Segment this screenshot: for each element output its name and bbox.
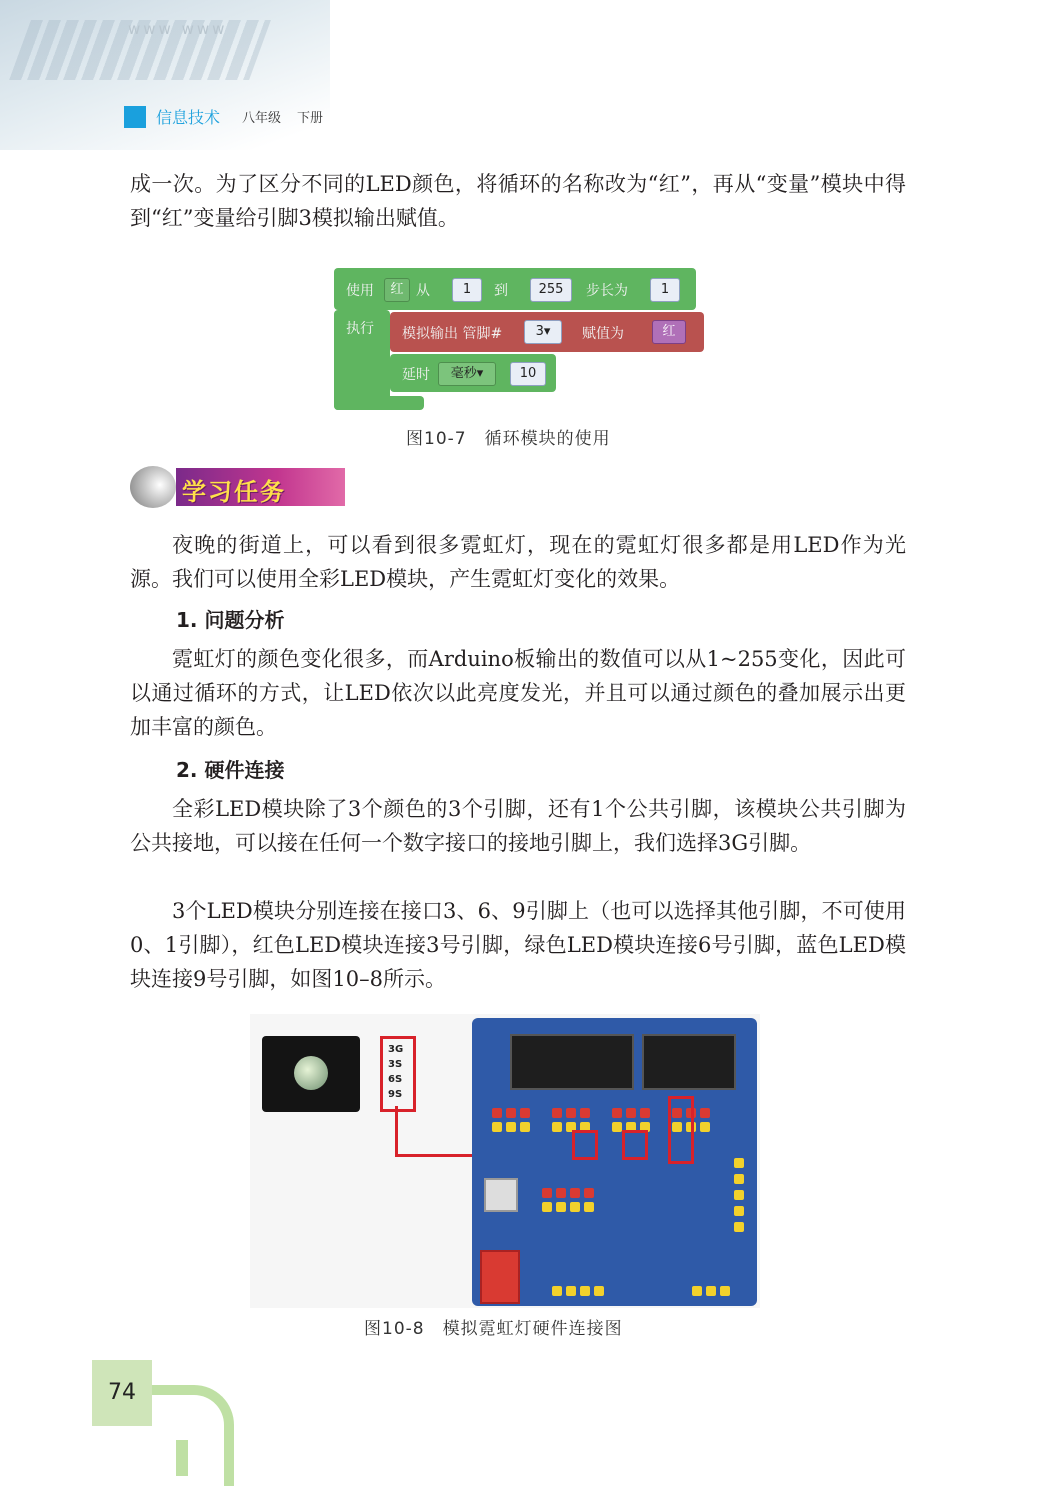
- pin-label-3g: 3G: [388, 1044, 404, 1055]
- reset-button: [484, 1178, 518, 1212]
- var-name-slot: 红: [384, 278, 410, 302]
- pin: [570, 1202, 580, 1212]
- pin-label-9s: 9S: [388, 1089, 403, 1100]
- loop-block-figure: [334, 268, 704, 413]
- page-number: 74: [92, 1360, 152, 1426]
- delay-unit-select: 毫秒▾: [438, 362, 496, 386]
- heading-analysis: 1. 问题分析: [176, 608, 285, 632]
- pin-label-3s: 3S: [388, 1059, 403, 1070]
- pin: [552, 1108, 562, 1118]
- connector-header-left: [510, 1034, 634, 1090]
- assign-var-slot: 红: [652, 320, 686, 344]
- pin: [734, 1222, 744, 1232]
- do-label: 执行: [346, 321, 374, 337]
- rgb-led: [294, 1056, 328, 1090]
- to-value-slot: 255: [530, 278, 572, 302]
- pin: [580, 1286, 590, 1296]
- pin: [720, 1286, 730, 1296]
- hardware-paragraph-1: 全彩LED模块除了3个颜色的3个引脚，还有1个公共引脚，该模块公共引脚为公共接地，可以接在任何一个数字接口的接地引脚上，我们选择3G引脚。: [130, 797, 906, 855]
- delay-value-slot: 10: [510, 362, 546, 386]
- pin: [700, 1108, 710, 1118]
- pin3-highlight: [668, 1096, 694, 1164]
- pin: [566, 1108, 576, 1118]
- pin: [520, 1108, 530, 1118]
- pin: [584, 1188, 594, 1198]
- heading-hardware: 2. 硬件连接: [176, 758, 285, 782]
- running-header: [124, 105, 323, 128]
- header-square-icon: [124, 106, 146, 128]
- pin: [506, 1108, 516, 1118]
- pin: [734, 1190, 744, 1200]
- wire-vertical: [395, 1106, 398, 1156]
- pin: [612, 1108, 622, 1118]
- delay-label: 延时: [402, 367, 430, 383]
- step-label: 步长为: [586, 283, 628, 299]
- page-corner-curve: [150, 1385, 234, 1486]
- task-paragraph: 夜晚的街道上，可以看到很多霓虹灯，现在的霓虹灯很多都是用LED作为光源。我们可以使用全彩LED模块，产生霓虹灯变化的效果。: [130, 533, 906, 591]
- pin: [584, 1202, 594, 1212]
- intro-paragraph: 成一次。为了区分不同的LED颜色，将循环的名称改为“红”，再从“变量”模块中得到“红”变量给引脚3模拟输出赋值。: [130, 172, 906, 230]
- pin-label-6s: 6S: [388, 1074, 403, 1085]
- page-corner-stem: [176, 1440, 188, 1476]
- volume-label: 下册: [297, 111, 324, 126]
- pin: [492, 1122, 502, 1132]
- hardware-photo: [250, 1014, 760, 1308]
- from-value-slot: 1: [452, 278, 482, 302]
- book-title: 信息技术: [156, 108, 221, 127]
- pin: [556, 1202, 566, 1212]
- pin: [626, 1108, 636, 1118]
- rgb-led-module: [262, 1036, 360, 1112]
- pin: [566, 1286, 576, 1296]
- pin: [542, 1188, 552, 1198]
- power-terminal: [480, 1250, 520, 1304]
- grade-label: 八年级: [242, 111, 282, 126]
- header-watermark: www www: [128, 20, 228, 38]
- pin: [706, 1286, 716, 1296]
- pin: [594, 1286, 604, 1296]
- pin: [612, 1122, 622, 1132]
- pin: [580, 1108, 590, 1118]
- analysis-paragraph: 霓虹灯的颜色变化很多，而Arduino板输出的数值可以从1~255变化，因此可以通过循环的方式，让LED依次以此亮度发光，并且可以通过颜色的叠加展示出更加丰富的颜色。: [130, 647, 906, 739]
- figure2-caption: 图10-8 模拟霓虹灯硬件连接图: [364, 1319, 623, 1339]
- step-value-slot: 1: [650, 278, 680, 302]
- hardware-paragraph-2: 3个LED模块分别连接在接口3、6、9引脚上（也可以选择其他引脚，不可使用0、1引脚），红色LED模块连接3号引脚，绿色LED模块连接6号引脚，蓝色LED模块连接9号引脚，如图10–8所示。: [130, 899, 906, 991]
- pin: [700, 1122, 710, 1132]
- pin: [640, 1108, 650, 1118]
- pin: [542, 1202, 552, 1212]
- loop-block-foot: [334, 396, 424, 410]
- pin: [552, 1122, 562, 1132]
- pin: [734, 1206, 744, 1216]
- figure1-caption: 图10-7 循环模块的使用: [406, 429, 611, 449]
- assign-label: 赋值为: [582, 326, 624, 342]
- pin9-highlight: [572, 1130, 598, 1160]
- pin: [734, 1158, 744, 1168]
- pin: [570, 1188, 580, 1198]
- pin: [556, 1188, 566, 1198]
- pin6-highlight: [622, 1130, 648, 1160]
- pin: [506, 1122, 516, 1132]
- pin: [520, 1122, 530, 1132]
- learning-task-label: 学习任务: [182, 478, 286, 506]
- learning-task-banner: [130, 466, 345, 508]
- arduino-sensor-shield: [472, 1018, 757, 1306]
- analog-output-label: 模拟输出 管脚#: [402, 326, 503, 342]
- pin: [734, 1174, 744, 1184]
- from-label: 从: [416, 283, 430, 299]
- use-label: 使用: [346, 283, 374, 299]
- pin: [552, 1286, 562, 1296]
- pin: [692, 1286, 702, 1296]
- pin: [492, 1108, 502, 1118]
- pin-select: 3▾: [524, 320, 562, 344]
- connector-header-right: [642, 1034, 736, 1090]
- banner-ball-icon: [130, 466, 176, 508]
- to-label: 到: [494, 283, 508, 299]
